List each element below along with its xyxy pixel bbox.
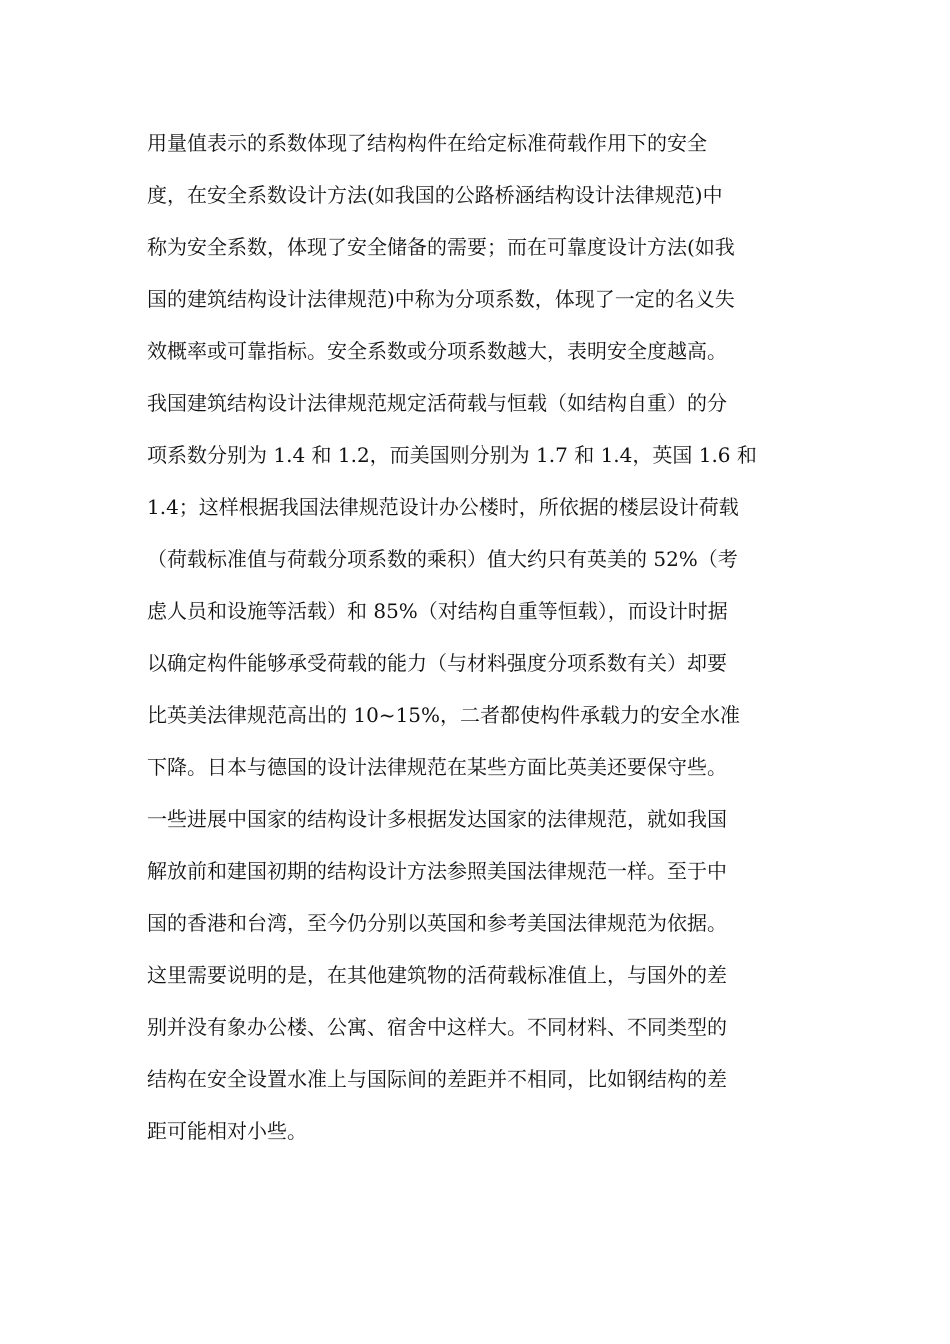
text-line-15: 解放前和建国初期的结构设计方法参照美国法律规范一样。至于中	[147, 859, 727, 883]
text-line-8: 1.4；这样根据我国法律规范设计办公楼时，所依据的楼层设计荷载	[147, 495, 739, 519]
text-line-6: 我国建筑结构设计法律规范规定活荷载与恒载（如结构自重）的分	[147, 391, 727, 415]
text-line-12: 比英美法律规范高出的 10~15%，二者都使构件承载力的安全水准	[147, 703, 741, 727]
text-line-9: （荷载标准值与荷载分项系数的乘积）值大约只有英美的 52%（考	[147, 547, 738, 571]
text-line-17: 这里需要说明的是，在其他建筑物的活荷载标准值上，与国外的差	[147, 963, 727, 987]
text-line-14: 一些进展中国家的结构设计多根据发达国家的法律规范，就如我国	[147, 807, 727, 831]
body-paragraph	[147, 117, 807, 1157]
text-line-5: 效概率或可靠指标。安全系数或分项系数越大，表明安全度越高。	[147, 339, 727, 363]
text-line-20: 距可能相对小些。	[147, 1119, 307, 1143]
text-line-19: 结构在安全设置水准上与国际间的差距并不相同，比如钢结构的差	[147, 1067, 727, 1091]
text-line-18: 别并没有象办公楼、公寓、宿舍中这样大。不同材料、不同类型的	[147, 1015, 727, 1039]
text-line-16: 国的香港和台湾，至今仍分别以英国和参考美国法律规范为依据。	[147, 911, 727, 935]
text-line-13: 下降。日本与德国的设计法律规范在某些方面比英美还要保守些。	[147, 755, 727, 779]
text-line-1: 用量值表示的系数体现了结构构件在给定标准荷载作用下的安全	[147, 131, 707, 155]
text-line-11: 以确定构件能够承受荷载的能力（与材料强度分项系数有关）却要	[147, 651, 727, 675]
text-line-7: 项系数分别为 1.4 和 1.2，而美国则分别为 1.7 和 1.4，英国 1.6 和	[147, 443, 757, 467]
text-line-2: 度，在安全系数设计方法(如我国的公路桥涵结构设计法律规范)中	[147, 183, 723, 207]
text-line-10: 虑人员和设施等活载）和 85%（对结构自重等恒载），而设计时据	[147, 599, 728, 623]
text-line-4: 国的建筑结构设计法律规范)中称为分项系数，体现了一定的名义失	[147, 287, 735, 311]
text-line-3: 称为安全系数，体现了安全储备的需要；而在可靠度设计方法(如我	[147, 235, 735, 259]
